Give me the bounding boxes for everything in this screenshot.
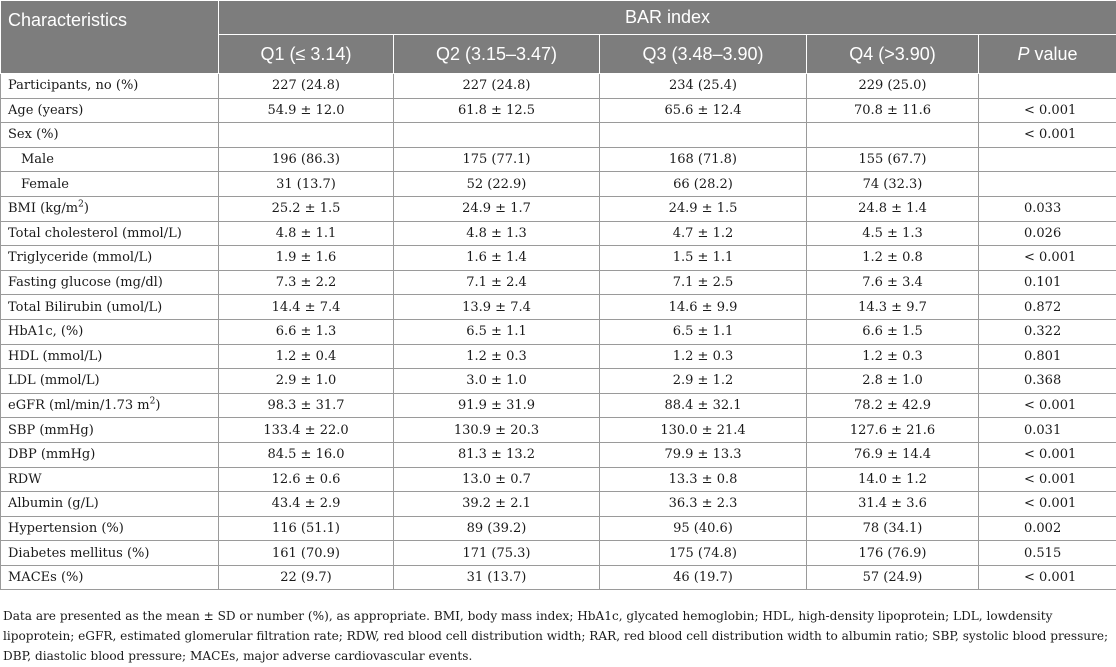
cell-p-value: < 0.001 <box>979 492 1116 517</box>
cell-q3: 168 (71.8) <box>600 147 807 172</box>
cell-q3: 65.6 ± 12.4 <box>600 98 807 123</box>
table-row <box>1 442 1116 467</box>
cell-q1: 1.2 ± 0.4 <box>219 344 394 369</box>
cell-q4: 6.6 ± 1.5 <box>807 319 979 344</box>
cell-q3 <box>600 123 807 148</box>
row-label-text: Hypertension (%) <box>8 520 124 536</box>
row-label-text: MACEs (%) <box>8 570 84 586</box>
cell-q1: 22 (9.7) <box>219 565 394 590</box>
cell-p-value: 0.002 <box>979 516 1116 541</box>
cell-q1: 14.4 ± 7.4 <box>219 295 394 320</box>
row-label-text: Male <box>21 152 54 168</box>
cell-q1: 98.3 ± 31.7 <box>219 393 394 418</box>
cell-q4: 176 (76.9) <box>807 541 979 566</box>
row-label-text: HDL (mmol/L) <box>8 348 103 364</box>
cell-q3: 130.0 ± 21.4 <box>600 418 807 443</box>
row-label <box>1 418 219 443</box>
cell-p-value: < 0.001 <box>979 246 1116 271</box>
cell-p-value: < 0.001 <box>979 393 1116 418</box>
table-row <box>1 369 1116 394</box>
cell-q2: 39.2 ± 2.1 <box>394 492 600 517</box>
cell-q1: 54.9 ± 12.0 <box>219 98 394 123</box>
table-body <box>1 74 1116 590</box>
table-row <box>1 541 1116 566</box>
table-row <box>1 98 1116 123</box>
cell-q1: 12.6 ± 0.6 <box>219 467 394 492</box>
row-label <box>1 221 219 246</box>
header-bar-index: BAR index <box>219 1 1116 35</box>
cell-q1: 2.9 ± 1.0 <box>219 369 394 394</box>
row-label-text: Age (years) <box>8 102 84 118</box>
row-label-text: Total Bilirubin (umol/L) <box>8 299 163 315</box>
cell-q3: 79.9 ± 13.3 <box>600 442 807 467</box>
cell-q2: 13.0 ± 0.7 <box>394 467 600 492</box>
cell-q4: 70.8 ± 11.6 <box>807 98 979 123</box>
row-label-text: HbA1c, (%) <box>8 324 84 340</box>
cell-p-value: 0.322 <box>979 319 1116 344</box>
cell-q3: 1.5 ± 1.1 <box>600 246 807 271</box>
cell-q2: 175 (77.1) <box>394 147 600 172</box>
cell-q4: 14.3 ± 9.7 <box>807 295 979 320</box>
table-footnote: Data are presented as the mean ± SD or number (%), as appropriate. BMI, body mass index; HbA1c, glycated hemoglobin; HDL, high-density lipoprotein; LDL, lowdensity lipoprotein; eGFR, estimated glomerular filtration rate; RDW, red blood cell distribution width; RAR, red blood cell distribution width to albumin ratio; SBP, systolic blood pressure; DBP, diastolic blood pressure; MACEs, major adverse cardiovascular events. <box>3 609 1109 664</box>
row-label <box>1 516 219 541</box>
row-label-superscript: 2 <box>78 199 84 210</box>
cell-q2: 4.8 ± 1.3 <box>394 221 600 246</box>
table-row <box>1 344 1116 369</box>
header-q3: Q3 (3.48–3.90) <box>600 35 807 74</box>
cell-q1: 4.8 ± 1.1 <box>219 221 394 246</box>
cell-q2: 7.1 ± 2.4 <box>394 270 600 295</box>
table-row <box>1 492 1116 517</box>
row-label <box>1 270 219 295</box>
cell-q2: 91.9 ± 31.9 <box>394 393 600 418</box>
cell-q1: 133.4 ± 22.0 <box>219 418 394 443</box>
cell-q4: 78.2 ± 42.9 <box>807 393 979 418</box>
row-label-text: Sex (%) <box>8 127 59 143</box>
row-label-text: BMI (kg/m <box>8 201 79 217</box>
cell-q1 <box>219 123 394 148</box>
header-q1: Q1 (≤ 3.14) <box>219 35 394 74</box>
row-label <box>1 369 219 394</box>
table-row <box>1 319 1116 344</box>
cell-q2: 52 (22.9) <box>394 172 600 197</box>
row-label <box>1 541 219 566</box>
cell-p-value: < 0.001 <box>979 98 1116 123</box>
table-row <box>1 246 1116 271</box>
row-label-text: Total cholesterol (mmol/L) <box>8 225 182 241</box>
cell-q3: 13.3 ± 0.8 <box>600 467 807 492</box>
cell-q2 <box>394 123 600 148</box>
cell-q3: 7.1 ± 2.5 <box>600 270 807 295</box>
cell-q1: 227 (24.8) <box>219 74 394 99</box>
row-label-text: Triglyceride (mmol/L) <box>8 250 153 266</box>
cell-q1: 84.5 ± 16.0 <box>219 442 394 467</box>
cell-q1: 1.9 ± 1.6 <box>219 246 394 271</box>
cell-q4: 74 (32.3) <box>807 172 979 197</box>
row-label-suffix: ) <box>155 398 161 414</box>
cell-q3: 2.9 ± 1.2 <box>600 369 807 394</box>
cell-q2: 227 (24.8) <box>394 74 600 99</box>
row-label <box>1 319 219 344</box>
cell-q3: 175 (74.8) <box>600 541 807 566</box>
cell-q4: 24.8 ± 1.4 <box>807 196 979 221</box>
table-row <box>1 393 1116 418</box>
row-label <box>1 344 219 369</box>
table-row <box>1 74 1116 99</box>
table-row <box>1 172 1116 197</box>
cell-p-value: 0.872 <box>979 295 1116 320</box>
cell-p-value: < 0.001 <box>979 467 1116 492</box>
cell-q3: 95 (40.6) <box>600 516 807 541</box>
row-label-text: RDW <box>8 471 42 487</box>
row-label-text: Diabetes mellitus (%) <box>8 545 150 561</box>
cell-q3: 24.9 ± 1.5 <box>600 196 807 221</box>
cell-q3: 36.3 ± 2.3 <box>600 492 807 517</box>
cell-q2: 89 (39.2) <box>394 516 600 541</box>
cell-p-value: 0.368 <box>979 369 1116 394</box>
cell-p-value: 0.515 <box>979 541 1116 566</box>
header-characteristics: Characteristics <box>1 1 219 74</box>
cell-q1: 196 (86.3) <box>219 147 394 172</box>
table-row <box>1 123 1116 148</box>
row-label <box>1 565 219 590</box>
table-row <box>1 295 1116 320</box>
cell-q2: 61.8 ± 12.5 <box>394 98 600 123</box>
row-label <box>1 172 219 197</box>
cell-q1: 161 (70.9) <box>219 541 394 566</box>
cell-q4: 229 (25.0) <box>807 74 979 99</box>
cell-q2: 6.5 ± 1.1 <box>394 319 600 344</box>
cell-q3: 66 (28.2) <box>600 172 807 197</box>
cell-q1: 6.6 ± 1.3 <box>219 319 394 344</box>
cell-q3: 1.2 ± 0.3 <box>600 344 807 369</box>
cell-q3: 88.4 ± 32.1 <box>600 393 807 418</box>
cell-p-value: 0.033 <box>979 196 1116 221</box>
cell-p-value: < 0.001 <box>979 123 1116 148</box>
cell-q2: 3.0 ± 1.0 <box>394 369 600 394</box>
p-italic: P <box>1017 43 1030 64</box>
row-label <box>1 393 219 418</box>
cell-q4: 127.6 ± 21.6 <box>807 418 979 443</box>
table-row <box>1 467 1116 492</box>
table-row <box>1 221 1116 246</box>
row-label-text: LDL (mmol/L) <box>8 373 100 389</box>
cell-q4: 155 (67.7) <box>807 147 979 172</box>
cell-p-value <box>979 74 1116 99</box>
cell-q4: 7.6 ± 3.4 <box>807 270 979 295</box>
row-label <box>1 98 219 123</box>
table-row <box>1 147 1116 172</box>
cell-q2: 31 (13.7) <box>394 565 600 590</box>
cell-q2: 1.6 ± 1.4 <box>394 246 600 271</box>
cell-q1: 116 (51.1) <box>219 516 394 541</box>
row-label-superscript: 2 <box>149 396 156 407</box>
cell-p-value <box>979 172 1116 197</box>
cell-p-value: 0.026 <box>979 221 1116 246</box>
cell-q2: 130.9 ± 20.3 <box>394 418 600 443</box>
cell-q4 <box>807 123 979 148</box>
cell-p-value: 0.801 <box>979 344 1116 369</box>
row-label-text: DBP (mmHg) <box>8 447 96 463</box>
row-label-suffix: ) <box>83 201 89 217</box>
cell-q4: 76.9 ± 14.4 <box>807 442 979 467</box>
row-label-text: Female <box>21 176 69 192</box>
table-row <box>1 565 1116 590</box>
table-row <box>1 270 1116 295</box>
cell-q1: 31 (13.7) <box>219 172 394 197</box>
row-label <box>1 147 219 172</box>
cell-p-value: 0.101 <box>979 270 1116 295</box>
cell-q3: 14.6 ± 9.9 <box>600 295 807 320</box>
table-row <box>1 418 1116 443</box>
cell-q4: 1.2 ± 0.3 <box>807 344 979 369</box>
cell-q4: 2.8 ± 1.0 <box>807 369 979 394</box>
row-label <box>1 246 219 271</box>
cell-q3: 234 (25.4) <box>600 74 807 99</box>
cell-q3: 4.7 ± 1.2 <box>600 221 807 246</box>
row-label <box>1 295 219 320</box>
cell-q4: 4.5 ± 1.3 <box>807 221 979 246</box>
header-p-value <box>979 35 1116 74</box>
cell-q2: 1.2 ± 0.3 <box>394 344 600 369</box>
cell-q4: 78 (34.1) <box>807 516 979 541</box>
header-q4: Q4 (>3.90) <box>807 35 979 74</box>
cell-q1: 7.3 ± 2.2 <box>219 270 394 295</box>
cell-q1: 43.4 ± 2.9 <box>219 492 394 517</box>
p-value-suffix: value <box>1029 43 1078 64</box>
cell-p-value: < 0.001 <box>979 442 1116 467</box>
cell-q4: 31.4 ± 3.6 <box>807 492 979 517</box>
row-label <box>1 467 219 492</box>
cell-q2: 13.9 ± 7.4 <box>394 295 600 320</box>
row-label-text: Fasting glucose (mg/dl) <box>8 275 163 291</box>
row-label-text: Albumin (g/L) <box>8 496 99 512</box>
cell-q2: 81.3 ± 13.2 <box>394 442 600 467</box>
cell-p-value <box>979 147 1116 172</box>
row-label-text: Participants, no (%) <box>8 78 139 94</box>
header-q2: Q2 (3.15–3.47) <box>394 35 600 74</box>
cell-q4: 57 (24.9) <box>807 565 979 590</box>
cell-p-value: 0.031 <box>979 418 1116 443</box>
row-label-text: eGFR (ml/min/1.73 m <box>8 398 150 414</box>
table-row <box>1 196 1116 221</box>
row-label <box>1 492 219 517</box>
row-label <box>1 442 219 467</box>
row-label <box>1 74 219 99</box>
cell-q4: 14.0 ± 1.2 <box>807 467 979 492</box>
cell-q2: 24.9 ± 1.7 <box>394 196 600 221</box>
cell-q4: 1.2 ± 0.8 <box>807 246 979 271</box>
row-label <box>1 196 219 221</box>
cell-q3: 46 (19.7) <box>600 565 807 590</box>
cell-q1: 25.2 ± 1.5 <box>219 196 394 221</box>
table-row <box>1 516 1116 541</box>
cell-q3: 6.5 ± 1.1 <box>600 319 807 344</box>
row-label <box>1 123 219 148</box>
cell-q2: 171 (75.3) <box>394 541 600 566</box>
cell-p-value: < 0.001 <box>979 565 1116 590</box>
row-label-text: SBP (mmHg) <box>8 422 94 438</box>
